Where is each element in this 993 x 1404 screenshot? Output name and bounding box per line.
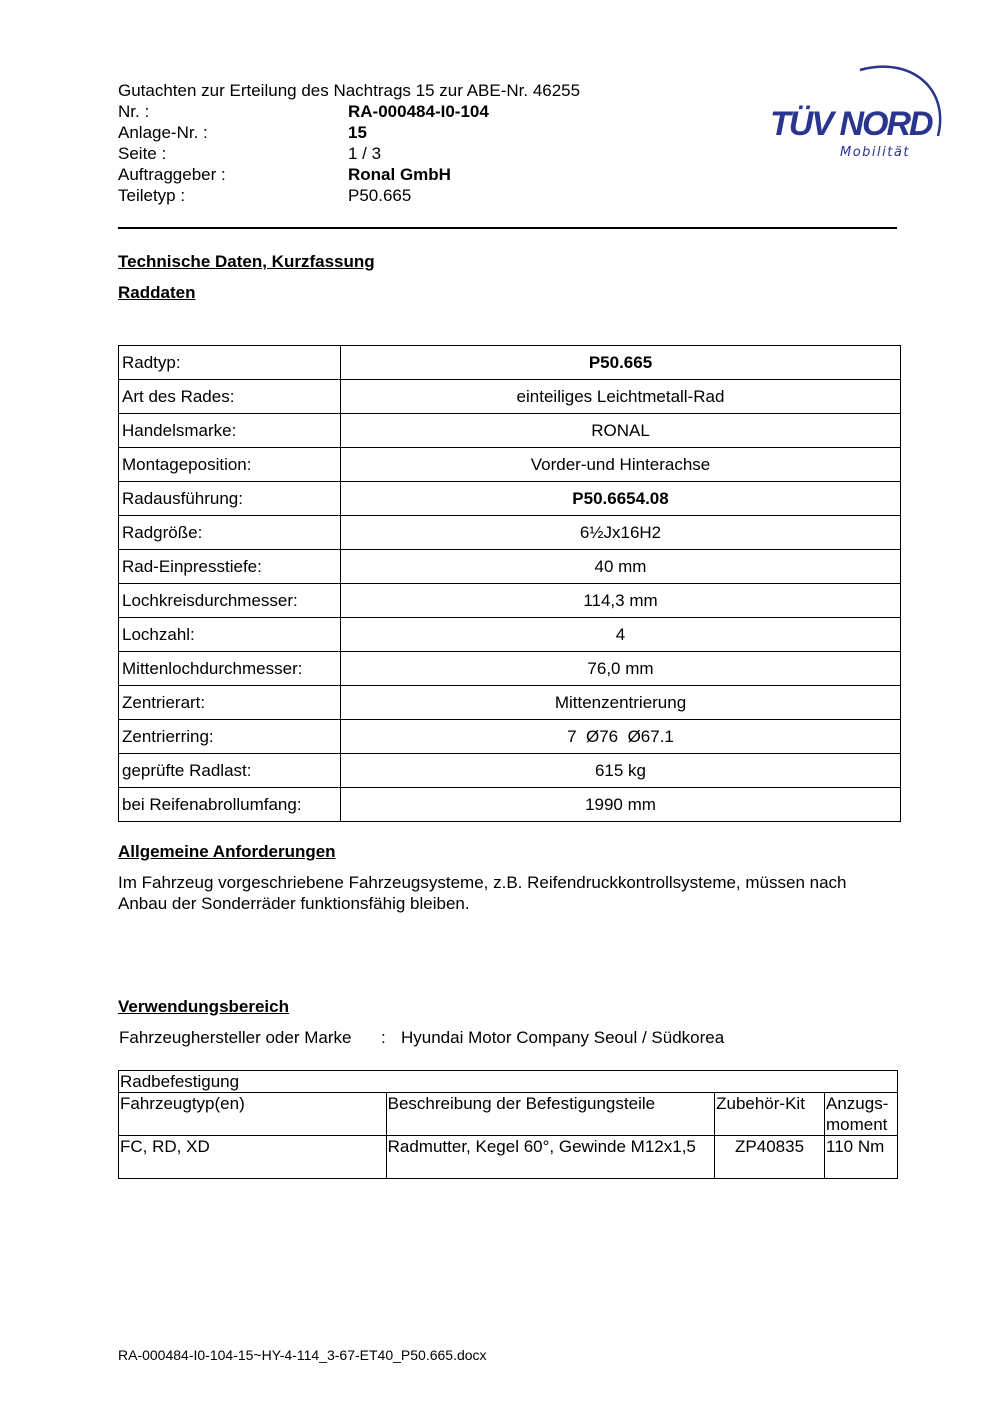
table-row <box>119 720 901 754</box>
header-value: 15 <box>348 123 367 142</box>
header-row-teiletyp <box>118 185 738 206</box>
spec-value: P50.665 <box>341 346 901 380</box>
wheel-data-table <box>118 345 901 822</box>
table-row <box>119 754 901 788</box>
section-heading-verwendung: Verwendungsbereich <box>118 997 289 1016</box>
spec-value: P50.6654.08 <box>341 482 901 516</box>
section-heading-raddaten: Raddaten <box>118 283 196 302</box>
column-header: Zubehör-Kit <box>715 1093 825 1136</box>
spec-label: Radausführung: <box>119 482 341 516</box>
table-row <box>119 448 901 482</box>
spec-label: geprüfte Radlast: <box>119 754 341 788</box>
spec-label: bei Reifenabrollumfang: <box>119 788 341 822</box>
table-cell: 110 Nm <box>825 1136 898 1179</box>
section-heading-allgemein: Allgemeine Anforderungen <box>118 842 336 861</box>
header-key: Nr. : <box>118 102 150 121</box>
spec-label: Zentrierart: <box>119 686 341 720</box>
table-header-row <box>119 1093 898 1136</box>
table-row <box>119 414 901 448</box>
document-header <box>118 80 738 206</box>
spec-value: einteiliges Leichtmetall-Rad <box>341 380 901 414</box>
header-row-auftraggeber <box>118 164 738 185</box>
spec-value: 615 kg <box>341 754 901 788</box>
table-row <box>119 346 901 380</box>
table-row <box>119 584 901 618</box>
manufacturer-separator: : <box>381 1028 386 1047</box>
column-header: Anzugs-moment <box>825 1093 898 1136</box>
header-value: 1 / 3 <box>348 144 382 163</box>
file-name-footer: RA-000484-I0-104-15~HY-4-114_3-67-ET40_P50.665.docx <box>118 1347 487 1363</box>
document-title: Gutachten zur Erteilung des Nachtrags 15 zur ABE-Nr. 46255 <box>118 81 581 100</box>
table-row <box>119 516 901 550</box>
spec-value: 76,0 mm <box>341 652 901 686</box>
header-row-anlage <box>118 122 738 143</box>
spec-label: Montageposition: <box>119 448 341 482</box>
table-row <box>119 550 901 584</box>
table-row <box>119 482 901 516</box>
table-row <box>119 686 901 720</box>
header-key: Seite : <box>118 144 167 163</box>
table-cell: ZP40835 <box>715 1136 825 1179</box>
spec-label: Mittenlochdurchmesser: <box>119 652 341 686</box>
manufacturer-key: Fahrzeughersteller oder Marke <box>119 1028 352 1047</box>
logo-brand: TÜV NORD <box>770 105 932 143</box>
spec-label: Zentrierring: <box>119 720 341 754</box>
mounting-table-title: Radbefestigung <box>119 1071 898 1093</box>
spec-label: Lochkreisdurchmesser: <box>119 584 341 618</box>
table-title-row <box>119 1071 898 1093</box>
header-key: Teiletyp : <box>118 186 186 205</box>
column-header: Fahrzeugtyp(en) <box>119 1093 387 1136</box>
spec-value: 40 mm <box>341 550 901 584</box>
table-cell: FC, RD, XD <box>119 1136 387 1179</box>
table-row <box>119 1136 898 1179</box>
mounting-table <box>118 1070 898 1179</box>
header-value: P50.665 <box>348 186 412 205</box>
header-row-nr <box>118 101 738 122</box>
spec-value: 114,3 mm <box>341 584 901 618</box>
spec-label: Handelsmarke: <box>119 414 341 448</box>
table-cell: Radmutter, Kegel 60°, Gewinde M12x1,5 <box>386 1136 714 1179</box>
manufacturer-value: Hyundai Motor Company Seoul / Südkorea <box>401 1028 725 1047</box>
header-key: Anlage-Nr. : <box>118 123 208 142</box>
table-row <box>119 618 901 652</box>
spec-value: 1990 mm <box>341 788 901 822</box>
tuv-nord-logo <box>760 58 945 168</box>
spec-value: 4 <box>341 618 901 652</box>
header-divider <box>118 227 897 229</box>
spec-value: 6½Jx16H2 <box>341 516 901 550</box>
header-value: RA-000484-I0-104 <box>348 102 489 121</box>
section-heading-tech: Technische Daten, Kurzfassung <box>118 252 375 271</box>
manufacturer-line <box>118 1028 724 1048</box>
spec-label: Art des Rades: <box>119 380 341 414</box>
spec-label: Rad-Einpresstiefe: <box>119 550 341 584</box>
spec-label: Lochzahl: <box>119 618 341 652</box>
table-row <box>119 788 901 822</box>
header-key: Auftraggeber : <box>118 165 226 184</box>
column-header: Beschreibung der Befestigungsteile <box>386 1093 714 1136</box>
spec-value: Vorder-und Hinterachse <box>341 448 901 482</box>
spec-value: RONAL <box>341 414 901 448</box>
header-row-seite <box>118 143 738 164</box>
table-row <box>119 652 901 686</box>
table-row <box>119 380 901 414</box>
allgemein-paragraph: Im Fahrzeug vorgeschriebene Fahrzeugsysteme, z.B. Reifendruckkontrollsysteme, müssen nach Anbau der Sonderräder funktionsfähig bleiben. <box>118 873 847 913</box>
spec-value: 7 Ø76 Ø67.1 <box>341 720 901 754</box>
logo-subtitle: Mobilität <box>840 145 910 160</box>
header-value: Ronal GmbH <box>348 165 451 184</box>
spec-label: Radgröße: <box>119 516 341 550</box>
spec-label: Radtyp: <box>119 346 341 380</box>
spec-value: Mittenzentrierung <box>341 686 901 720</box>
